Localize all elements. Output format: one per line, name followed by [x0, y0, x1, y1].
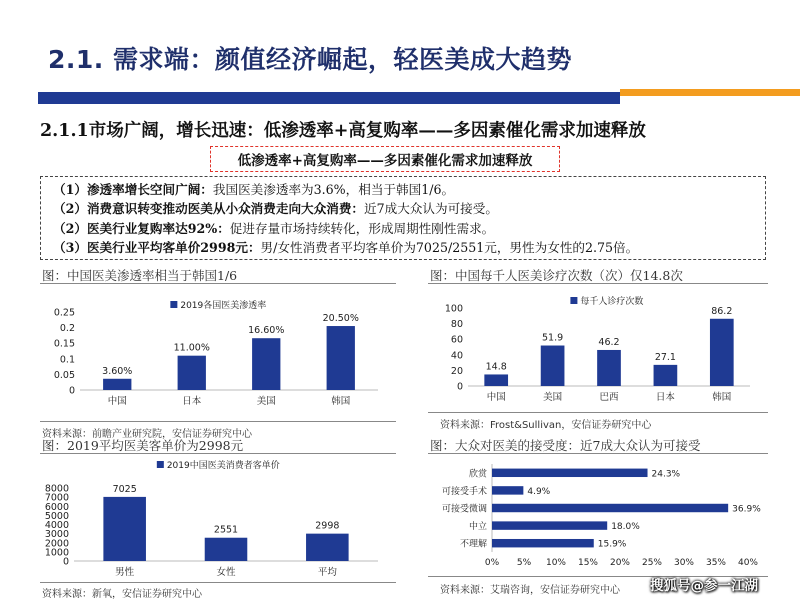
x-tick-label: 日本 [182, 396, 202, 407]
data-label: 4.9% [527, 486, 551, 497]
y-tick-label: 0.2 [59, 323, 75, 335]
page-title: 2.1. 需求端：颜值经济崛起，轻医美成大趋势 [48, 45, 572, 74]
bar [327, 326, 355, 390]
y-tick-label: 40 [450, 350, 463, 362]
data-label: 51.9 [542, 332, 564, 344]
legend-swatch [157, 461, 164, 468]
y-tick-label: 可接受微调 [441, 504, 487, 515]
y-tick-label: 0.15 [53, 338, 75, 350]
legend-label: 2019中国医美消费者客单价 [166, 461, 280, 471]
x-tick-label: 35% [705, 558, 727, 568]
bar [492, 486, 523, 494]
x-tick-label: 巴西 [599, 392, 619, 403]
y-tick-label: 0 [456, 381, 463, 393]
key-point-lead: （1）渗透率增长空间广阔： [53, 182, 213, 197]
x-tick-label: 韩国 [712, 392, 732, 403]
caption-divider [40, 283, 396, 284]
treatments-per-thousand-chart [428, 288, 768, 412]
legend-swatch [170, 301, 177, 308]
bar [654, 365, 678, 386]
data-label: 18.0% [611, 522, 640, 533]
y-tick-label: 7000 [44, 492, 69, 504]
caption-divider [40, 453, 396, 454]
bar [710, 319, 734, 386]
x-tick-label: 美国 [256, 396, 276, 407]
y-tick-label: 不理解 [459, 539, 487, 550]
key-point-lead: （2）医美行业复购率达92%： [53, 220, 230, 236]
legend-label: 每千人诊疗次数 [580, 297, 644, 307]
source-divider [40, 582, 396, 583]
caption-divider [428, 453, 768, 454]
y-tick-label: 3000 [44, 529, 69, 541]
x-tick-label: 中国 [107, 396, 127, 407]
x-tick-label: 25% [641, 558, 663, 568]
x-tick-label: 女性 [216, 567, 236, 578]
key-point [53, 238, 759, 257]
average-spend-chart [40, 456, 400, 582]
penetration-rate-chart [40, 288, 400, 424]
data-label: 15.9% [597, 539, 627, 550]
y-tick-label: 中立 [468, 522, 487, 533]
bar [484, 374, 508, 386]
x-tick-label: 0% [484, 558, 500, 568]
data-label: 24.3% [651, 469, 681, 480]
watermark: 搜狐号@参一江湖 [650, 578, 758, 594]
source-divider [40, 421, 396, 422]
data-label: 14.8 [485, 361, 507, 373]
bar [492, 539, 594, 547]
bar [597, 350, 621, 386]
x-tick-label: 男性 [115, 567, 135, 578]
figure-source-treatments: 资料来源：Frost&Sullivan，安信证券研究中心 [440, 420, 652, 431]
data-label: 36.9% [732, 504, 761, 515]
y-tick-label: 6000 [44, 501, 69, 513]
figure-source-penetration: 资料来源：前瞻产业研究院，安信证券研究中心 [42, 429, 252, 440]
figure-caption-penetration: 图：中国医美渗透率相当于韩国1/6 [42, 268, 238, 283]
y-tick-label: 0 [68, 385, 75, 397]
figure-caption-spend: 图：2019平均医美客单价为2998元 [42, 438, 244, 453]
key-point [53, 199, 759, 218]
key-point-text: 我国医美渗透率为3.6%，相当于韩国1/6。 [212, 182, 455, 197]
y-tick-label: 1000 [44, 547, 69, 559]
y-tick-label: 可接受手术 [441, 486, 487, 497]
data-label: 2998 [315, 520, 340, 532]
x-tick-label: 美国 [543, 392, 563, 403]
y-tick-label: 0 [62, 556, 69, 568]
figure-source-spend: 资料来源：新氧，安信证券研究中心 [42, 589, 202, 600]
x-tick-label: 中国 [486, 392, 506, 403]
key-point [53, 180, 759, 199]
caption-divider [428, 283, 768, 284]
y-tick-label: 5000 [44, 510, 69, 522]
x-tick-label: 30% [673, 558, 695, 568]
y-tick-label: 欣赏 [468, 469, 487, 480]
key-point-text: 男/女性消费者平均客单价为7025/2551元，男性为女性的2.75倍。 [260, 239, 639, 255]
y-tick-label: 60 [450, 334, 463, 346]
bar [178, 356, 206, 390]
section-subtitle: 2.1.1市场广阔，增长迅速：低渗透率+高复购率——多因素催化需求加速释放 [40, 121, 646, 141]
data-label: 20.50% [322, 313, 359, 325]
key-point [53, 219, 759, 238]
key-points-box [40, 176, 766, 260]
data-label: 3.60% [102, 365, 133, 377]
data-label: 11.00% [173, 342, 210, 354]
bar [103, 497, 146, 561]
header-accent-stripe [620, 89, 800, 96]
x-tick-label: 韩国 [331, 396, 351, 407]
y-tick-label: 100 [444, 303, 463, 315]
data-label: 27.1 [654, 351, 676, 363]
data-label: 86.2 [711, 305, 733, 317]
y-tick-label: 0.1 [59, 354, 75, 366]
figure-caption-treatments: 图：中国每千人医美诊疗次数（次）仅14.8次 [430, 268, 683, 283]
key-point-text: 促进存量市场持续转化，形成周期性刚性需求。 [229, 220, 495, 236]
source-divider [428, 412, 768, 413]
bar [541, 346, 565, 386]
key-point-lead: （3）医美行业平均客单价2998元： [53, 239, 261, 255]
bar [103, 379, 131, 390]
figure-caption-acceptance: 图：大众对医美的接受度：近7成大众认为可接受 [430, 438, 701, 453]
legend-swatch [570, 297, 577, 304]
x-tick-label: 15% [577, 558, 599, 568]
key-point-lead: （2）消费意识转变推动医美从小众消费走向大众消费： [53, 201, 365, 217]
data-label: 16.60% [248, 325, 285, 337]
callout-text: 低渗透率+高复购率——多因素催化需求加速释放 [237, 153, 533, 169]
bar [492, 469, 648, 477]
figure-source-acceptance: 资料来源：艾瑞咨询，安信证券研究中心 [440, 585, 620, 596]
bar [205, 538, 248, 561]
x-tick-label: 20% [609, 558, 631, 568]
legend-label: 2019各国医美渗透率 [180, 301, 267, 311]
x-tick-label: 40% [737, 558, 759, 568]
x-tick-label: 平均 [317, 567, 337, 578]
y-tick-label: 0.05 [53, 369, 75, 381]
public-acceptance-chart [424, 458, 774, 576]
data-label: 2551 [213, 524, 239, 536]
y-tick-label: 8000 [44, 483, 69, 495]
callout-box [210, 146, 560, 172]
data-label: 46.2 [598, 336, 620, 348]
x-tick-label: 10% [545, 558, 567, 568]
header-accent-bar [38, 92, 620, 104]
data-label: 7025 [112, 483, 137, 495]
y-tick-label: 80 [450, 319, 463, 331]
y-tick-label: 20 [450, 365, 463, 377]
x-tick-label: 日本 [655, 392, 675, 403]
y-tick-label: 2000 [44, 538, 69, 550]
bar [492, 521, 607, 529]
key-point-text: 近7成大众认为可接受。 [364, 201, 498, 217]
y-tick-label: 0.25 [53, 307, 75, 319]
bar [252, 338, 280, 390]
x-tick-label: 5% [516, 558, 532, 568]
bar [306, 534, 349, 561]
bar [492, 504, 728, 512]
y-tick-label: 4000 [44, 520, 69, 531]
